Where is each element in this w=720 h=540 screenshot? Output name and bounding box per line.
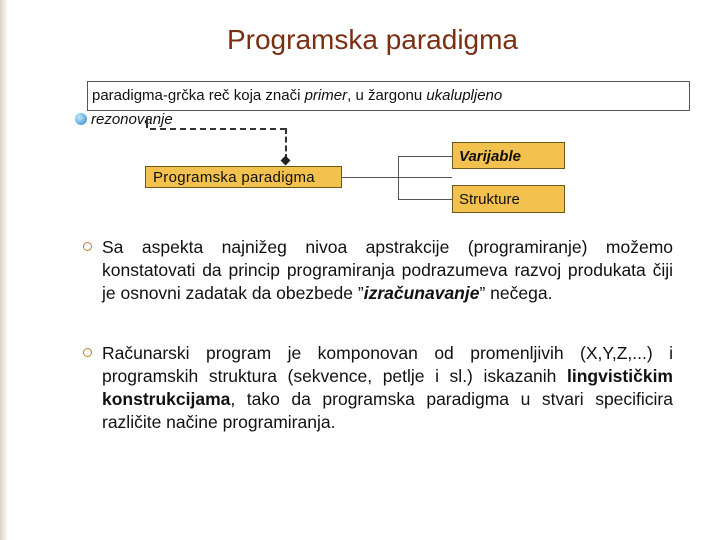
paragraph-2 [85, 342, 673, 434]
paragraph-1-before: Sa aspekta najnižeg nivoa apstrakcije (programiranje) možemo konstatovati da princip programiranja podrazumeva razvoj produkata čiji je osnovni zadatak da obezbede ” [102, 237, 673, 303]
connector-node-diamond [281, 156, 291, 166]
page-title: Programska paradigma [226, 24, 519, 55]
slide-edge-decoration [0, 0, 8, 540]
bullet-circle-icon [83, 348, 92, 357]
text-box-resize-handle[interactable] [75, 113, 87, 125]
tree-child-structures-box [452, 185, 565, 213]
tree-root-box [145, 166, 342, 188]
tree-child-structures-label: Strukture [459, 191, 520, 208]
definition-overflow-text [91, 111, 173, 129]
paragraph-1-emphasis: izračunavanje [363, 283, 480, 303]
definition-text-c: , u žargonu [347, 87, 427, 104]
tree-root-label: Programska paradigma [153, 169, 315, 186]
tree-connector-upper [398, 156, 452, 157]
definition-text-b: primer [304, 87, 348, 104]
tree-connector-lower [398, 199, 452, 200]
paragraph-1 [85, 236, 673, 305]
bullet-circle-icon [83, 242, 92, 251]
tree-child-variables-box [452, 142, 565, 169]
definition-box[interactable] [87, 81, 690, 111]
paragraph-2-before: Računarski program je komponovan od promenljivih (X,Y,Z,...) i programskih struktura (sekvence, petlje i sl.) iskazanih [102, 343, 673, 386]
paragraph-1-text [102, 236, 673, 305]
definition-text-a: paradigma-grčka reč koja znači [92, 87, 305, 104]
definition-text-line2: rezonovanje [91, 111, 173, 128]
paragraph-2-bold: lingvističkim konstrukcijama [102, 366, 673, 409]
paragraph-2-text [102, 342, 673, 434]
tree-connector-main [342, 177, 452, 178]
paragraph-2-after: , tako da programska paradigma u stvari specificira različite načine programiranja. [102, 389, 673, 432]
definition-text-d: ukalupljeno [426, 87, 503, 104]
connector-tick [146, 118, 152, 128]
tree-child-variables-label: Varijable [459, 148, 521, 165]
paragraph-1-after: ” nečega. [479, 283, 553, 303]
dashed-connector-horizontal [150, 128, 286, 130]
tree-connector-vertical [398, 156, 399, 199]
